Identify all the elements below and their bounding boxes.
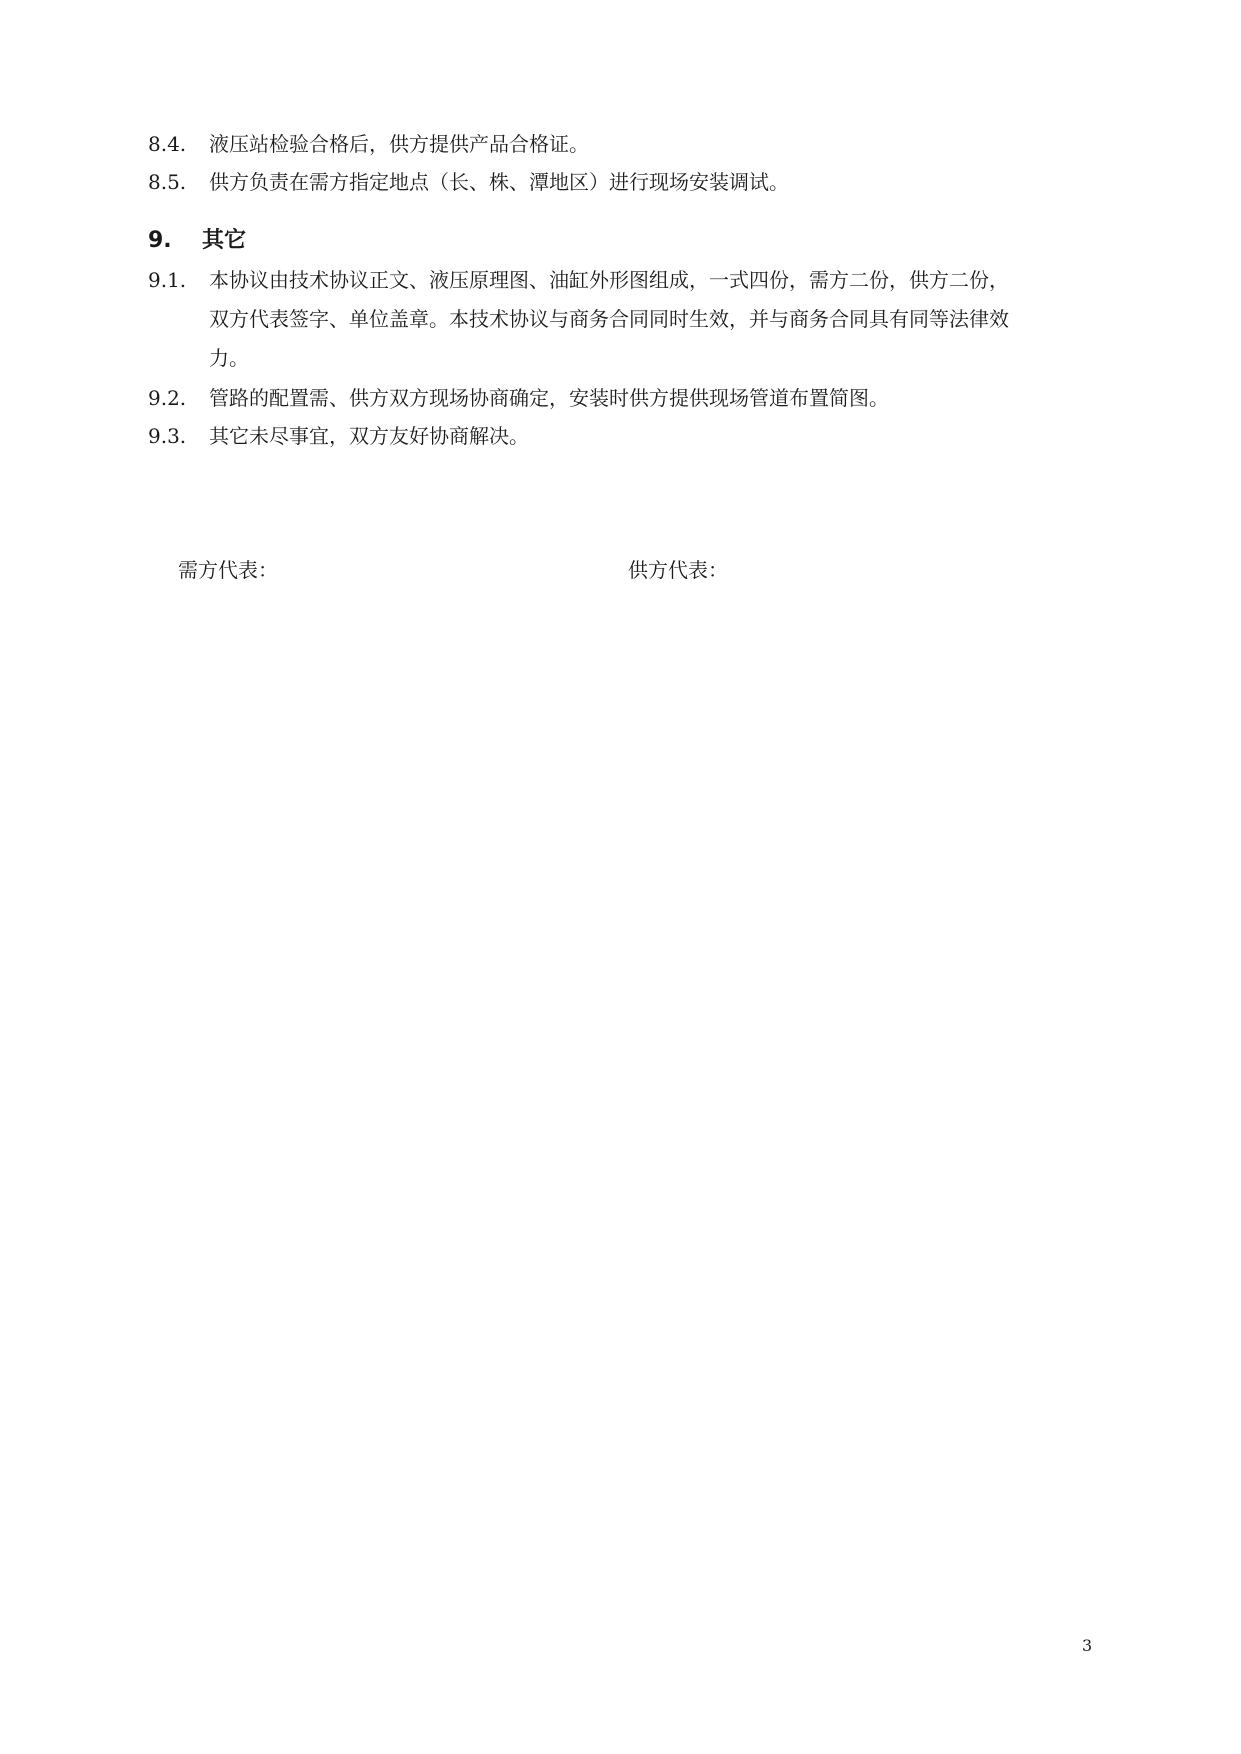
clause-number: 8.5.	[148, 170, 187, 194]
clause-number: 9.2.	[148, 386, 187, 410]
supplier-representative-label: 供方代表：	[628, 558, 728, 582]
clause-text: 管路的配置需、供方双方现场协商确定，安装时供方提供现场管道布置简图。	[209, 386, 889, 410]
clause-number: 8.4.	[148, 132, 187, 156]
section-title: 其它	[202, 228, 247, 253]
clause-text: 液压站检验合格后，供方提供产品合格证。	[209, 132, 589, 156]
clause-text: 供方负责在需方指定地点（长、株、潭地区）进行现场安装调试。	[209, 170, 789, 194]
clause-text-line-3: 力。	[209, 346, 249, 370]
clause-text-line-2: 双方代表签字、单位盖章。本技术协议与商务合同同时生效，并与商务合同具有同等法律效	[209, 307, 1009, 331]
section-number: 9.	[148, 228, 172, 253]
clause-text-line-1: 本协议由技术协议正文、液压原理图、油缸外形图组成，一式四份，需方二份，供方二份，	[209, 268, 1009, 292]
clause-number: 9.3.	[148, 424, 187, 448]
buyer-representative-label: 需方代表：	[178, 558, 278, 582]
clause-number: 9.1.	[148, 268, 187, 292]
clause-text: 其它未尽事宜，双方友好协商解决。	[209, 424, 529, 448]
page-number: 3	[1082, 1636, 1093, 1655]
